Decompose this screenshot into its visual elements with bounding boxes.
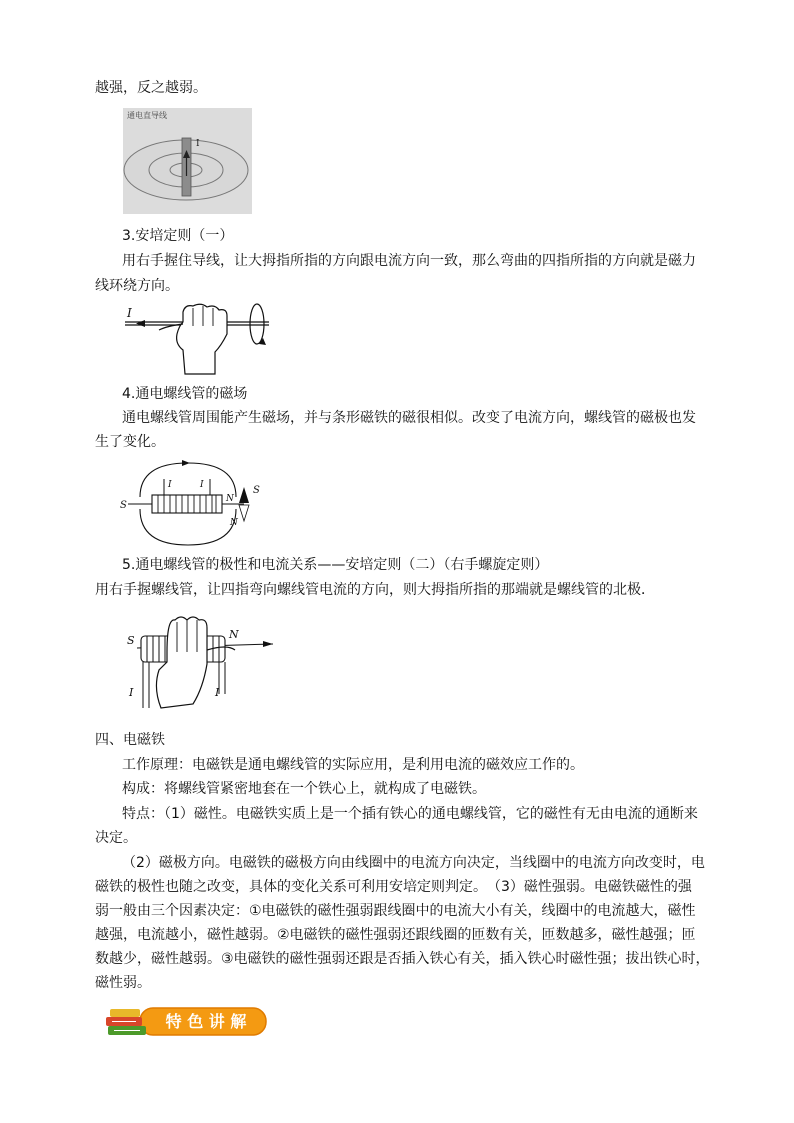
section-heading: 3.安培定则（一） bbox=[122, 228, 234, 244]
text-line: 特点：（1）磁性。电磁铁实质上是一个插有铁心的通电螺线管，它的磁性有无由电流的通断来 bbox=[122, 806, 698, 822]
compass-needle-icon bbox=[239, 487, 249, 503]
section-heading: 4.通电螺线管的磁场 bbox=[122, 386, 248, 402]
right-hand-grip-wire-figure bbox=[123, 300, 271, 380]
straight-wire-diagram bbox=[123, 108, 252, 214]
current-label: I bbox=[127, 306, 132, 320]
arrow-head-icon bbox=[136, 320, 145, 327]
text-line: 磁铁的极性也随之改变，具体的变化关系可利用安培定则判定。 （3）磁性强弱。电磁铁磁性的强 bbox=[95, 879, 692, 895]
text-line: 用右手握螺线管，让四指弯向螺线管电流的方向，则大拇指所指的那端就是螺线管的北极． bbox=[95, 582, 655, 598]
straight-wire-field-figure bbox=[123, 108, 252, 214]
solenoid-coil-icon bbox=[152, 495, 222, 513]
hand-grip-diagram bbox=[123, 300, 271, 380]
text-line: 越强，电流越小，磁性越弱。②电磁铁的磁性强弱还跟线圈的匝数有关，匝数越多，磁性越强；匝 bbox=[95, 927, 696, 943]
solenoid-diagram bbox=[118, 457, 268, 549]
pole-label: N bbox=[229, 628, 239, 641]
right-hand-solenoid-figure bbox=[123, 608, 275, 714]
text-line: （2）磁极方向。电磁铁的磁极方向由线圈中的电流方向决定，当线圈中的电流方向改变时，电 bbox=[122, 855, 705, 871]
solenoid-field-figure bbox=[118, 457, 268, 549]
text-line: 生了变化。 bbox=[95, 434, 165, 450]
hand-icon bbox=[177, 304, 227, 374]
field-line-top bbox=[140, 463, 236, 497]
text-line: 线环绕方向。 bbox=[95, 278, 179, 294]
text-line: 磁性弱。 bbox=[95, 975, 151, 991]
books-icon bbox=[106, 1009, 146, 1035]
text-line: 通电螺线管周围能产生磁场，并与条形磁铁的磁很相似。改变了电流方向，螺线管的磁极也发 bbox=[122, 410, 696, 426]
current-label: I bbox=[215, 686, 220, 699]
text-line: 工作原理：电磁铁是通电螺线管的实际应用，是利用电流的磁效应工作的。 bbox=[122, 757, 584, 773]
pole-label: S bbox=[120, 500, 127, 511]
field-line-bottom bbox=[140, 509, 236, 545]
text-line: 数越少，磁性越弱。③电磁铁的磁性强弱还跟是否插入铁心有关，插入铁心时磁性强；拔出铁心时， bbox=[95, 951, 710, 967]
text-line: 构成：将螺线管紧密地套在一个铁心上，就构成了电磁铁。 bbox=[122, 781, 486, 797]
current-label: I bbox=[196, 139, 200, 149]
arrow-head-icon bbox=[263, 641, 273, 647]
section-heading: 5.通电螺线管的极性和电流关系——安培定则（二）（右手螺旋定则） bbox=[122, 557, 549, 573]
feature-banner-graphic bbox=[102, 1004, 268, 1040]
text-line: 越强，反之越弱。 bbox=[95, 80, 207, 96]
pole-label: N bbox=[230, 518, 238, 528]
field-loop-icon bbox=[250, 304, 264, 344]
pole-label: S bbox=[127, 634, 135, 647]
hand-solenoid-diagram bbox=[123, 608, 275, 714]
pole-label: S bbox=[253, 485, 260, 496]
current-label: I bbox=[129, 686, 134, 699]
banner-label: 特 色 讲 解 bbox=[165, 1012, 247, 1031]
text-line: 用右手握住导线，让大拇指所指的方向跟电流方向一致，那么弯曲的四指所指的方向就是磁力 bbox=[122, 253, 696, 269]
section-heading: 四、电磁铁 bbox=[95, 732, 165, 748]
text-line: 决定。 bbox=[95, 830, 137, 846]
text-line: 弱一般由三个因素决定：①电磁铁的磁性强弱跟线圈中的电流大小有关，线圈中的电流越大，磁性 bbox=[95, 903, 696, 919]
pole-label: N bbox=[226, 494, 234, 504]
feature-banner bbox=[102, 1004, 268, 1040]
figure-caption: 通电直导线 bbox=[127, 111, 167, 120]
current-label: I bbox=[200, 480, 204, 490]
current-label: I bbox=[168, 480, 172, 490]
